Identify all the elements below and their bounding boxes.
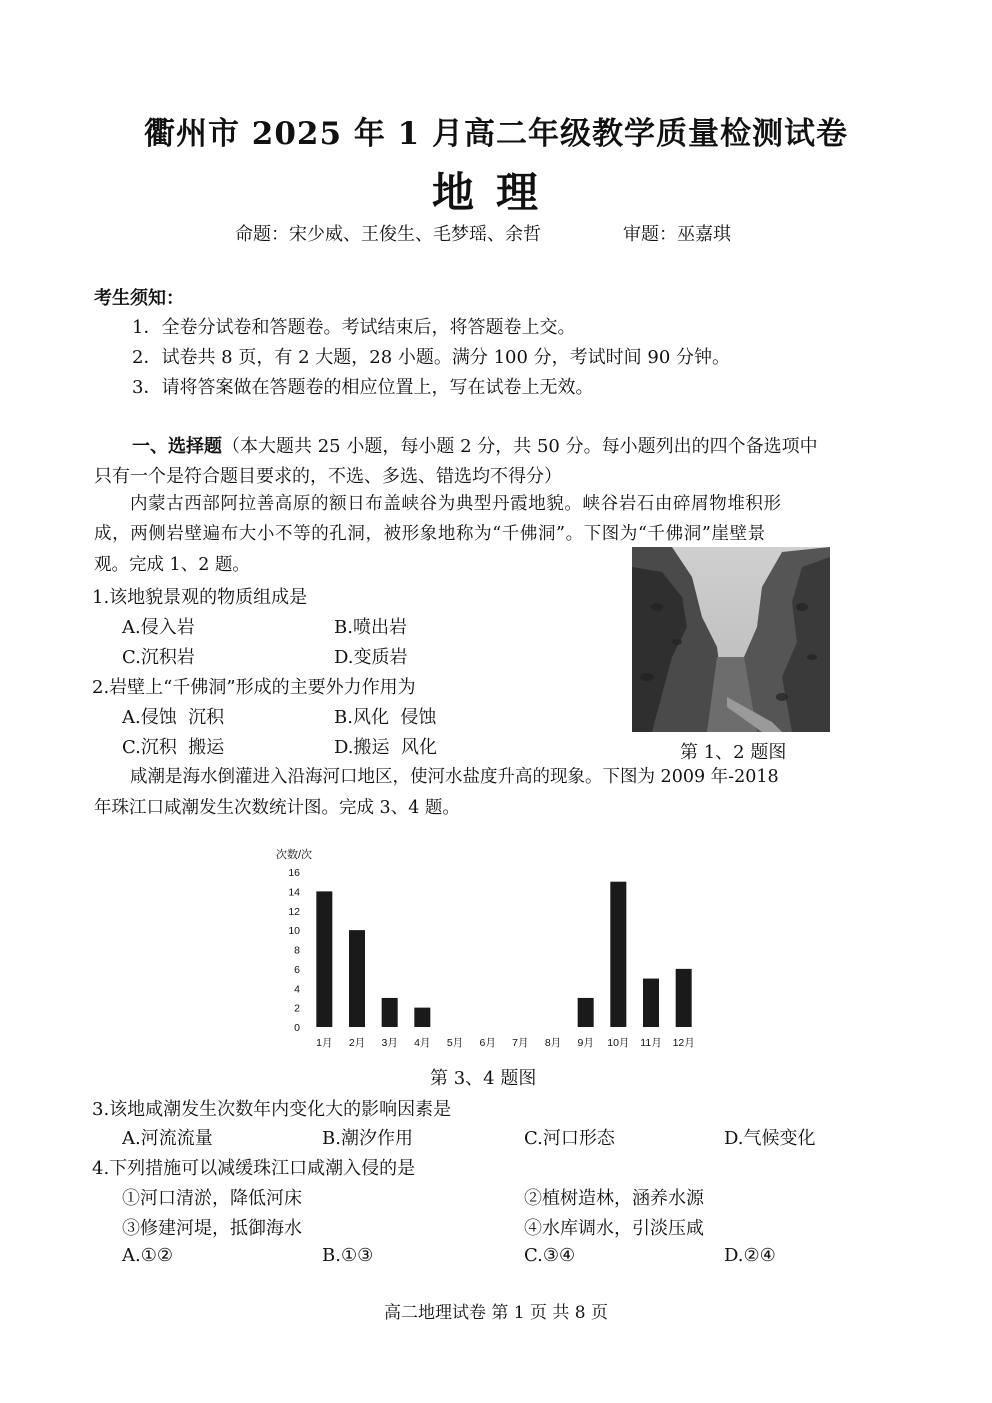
option: A.①②	[122, 1245, 173, 1266]
option: C.沉积岩	[122, 647, 195, 668]
x-tick-label: 8月	[544, 1037, 562, 1049]
section-desc-cont: 只有一个是符合题目要求的，不选、多选、错选均不得分）	[94, 466, 562, 487]
subject-title: 地理	[431, 168, 560, 217]
y-tick-label: 12	[288, 905, 300, 918]
figure-caption: 第 1、2 题图	[680, 742, 787, 763]
y-axis-label: 次数/次	[276, 849, 313, 861]
authors-line: 命题：宋少威、王俊生、毛梦瑶、余哲	[235, 224, 541, 245]
y-tick-label: 4	[294, 983, 300, 996]
bar-4	[414, 1008, 430, 1027]
y-tick-label: 10	[288, 925, 300, 938]
section-desc: （本大题共 25 小题，每小题 2 分，共 50 分。每小题列出的四个备选项中	[222, 436, 818, 457]
option: B.潮汐作用	[322, 1128, 413, 1149]
measure-item: ④水库调水，引淡压咸	[524, 1218, 704, 1239]
question-stem: 1.该地貌景观的物质组成是	[92, 587, 308, 608]
x-tick-label: 2月	[348, 1037, 366, 1049]
bar-2	[349, 930, 365, 1027]
x-tick-label: 9月	[577, 1037, 594, 1049]
passage-line: 年珠江口咸潮发生次数统计图。完成 3、4 题。	[94, 798, 460, 818]
option: C.河口形态	[524, 1128, 615, 1149]
y-tick-label: 0	[294, 1022, 300, 1034]
passage-line: 内蒙古西部阿拉善高原的额日布盖峡谷为典型丹霞地貌。峡谷岩石由碎屑物堆积形	[130, 494, 782, 514]
y-tick-label: 6	[294, 963, 300, 976]
y-tick-label: 2	[294, 1002, 300, 1015]
option: C.③④	[524, 1245, 576, 1266]
option: D.气候变化	[724, 1128, 816, 1149]
notice-item: 3．请将答案做在答题卷的相应位置上，写在试卷上无效。	[132, 377, 594, 398]
option: A.侵入岩	[122, 617, 195, 638]
notice-item: 1．全卷分试卷和答题卷。考试结束后，将答题卷上交。	[132, 317, 576, 338]
question-stem: 4.下列措施可以减缓珠江口咸潮入侵的是	[92, 1158, 416, 1179]
bar-10	[610, 882, 626, 1027]
measure-item: ②植树造林，涵养水源	[524, 1188, 704, 1209]
bar-1	[316, 891, 332, 1027]
x-tick-label: 7月	[512, 1037, 529, 1049]
passage-line: 咸潮是海水倒灌进入沿海河口地区，使河水盐度升高的现象。下图为 2009 年-2018	[130, 767, 779, 787]
option: D.变质岩	[334, 647, 408, 668]
option: A.侵蚀 沉积	[122, 707, 225, 728]
x-tick-label: 12月	[672, 1037, 695, 1049]
x-tick-label: 1月	[316, 1037, 333, 1049]
x-tick-label: 11月	[640, 1037, 662, 1049]
section-heading	[132, 432, 818, 458]
exam-title: 衢州市 2025 年 1 月高二年级教学质量检测试卷	[143, 116, 849, 152]
option: B.喷出岩	[334, 617, 407, 638]
reviewer-line: 审题：巫嘉琪	[623, 224, 731, 245]
option: C.沉积 搬运	[122, 737, 225, 758]
option: D.②④	[724, 1245, 776, 1266]
canyon-photo	[632, 547, 830, 732]
figure-caption: 第 3、4 题图	[430, 1068, 537, 1089]
x-tick-label: 4月	[414, 1037, 431, 1049]
question-stem: 3.该地咸潮发生次数年内变化大的影响因素是	[92, 1099, 452, 1120]
salt-tide-chart	[268, 840, 708, 1055]
passage-line: 成，两侧岩壁遍布大小不等的孔洞，被形象地称为“千佛洞”。下图为“千佛洞”崖壁景	[94, 524, 766, 544]
notice-heading: 考生须知：	[94, 288, 184, 309]
x-tick-label: 10月	[607, 1037, 630, 1049]
y-tick-label: 8	[294, 944, 300, 957]
option: B.风化 侵蚀	[334, 707, 437, 728]
measure-item: ③修建河堤，抵御海水	[122, 1218, 302, 1239]
y-tick-label: 14	[288, 886, 300, 899]
x-tick-label: 6月	[479, 1037, 496, 1049]
notice-item: 2．试卷共 8 页，有 2 大题，28 小题。满分 100 分，考试时间 90 分钟。	[132, 347, 731, 368]
question-stem: 2.岩壁上“千佛洞”形成的主要外力作用为	[92, 677, 416, 698]
bar-11	[643, 979, 659, 1027]
option: A.河流流量	[122, 1128, 213, 1149]
x-tick-label: 3月	[381, 1037, 398, 1049]
section-label: 一、选择题	[132, 436, 222, 457]
measure-item: ①河口清淤，降低河床	[122, 1188, 302, 1209]
bar-chart-svg	[268, 840, 708, 1055]
bar-9	[578, 998, 594, 1027]
bar-3	[382, 998, 398, 1027]
x-tick-label: 5月	[446, 1037, 464, 1049]
passage-line: 观。完成 1、2 题。	[94, 555, 250, 575]
y-tick-label: 16	[288, 867, 300, 879]
option: D.搬运 风化	[334, 737, 437, 758]
bar-12	[676, 969, 692, 1027]
option: B.①③	[322, 1245, 374, 1266]
page-footer: 高二地理试卷 第 1 页 共 8 页	[383, 1303, 609, 1323]
